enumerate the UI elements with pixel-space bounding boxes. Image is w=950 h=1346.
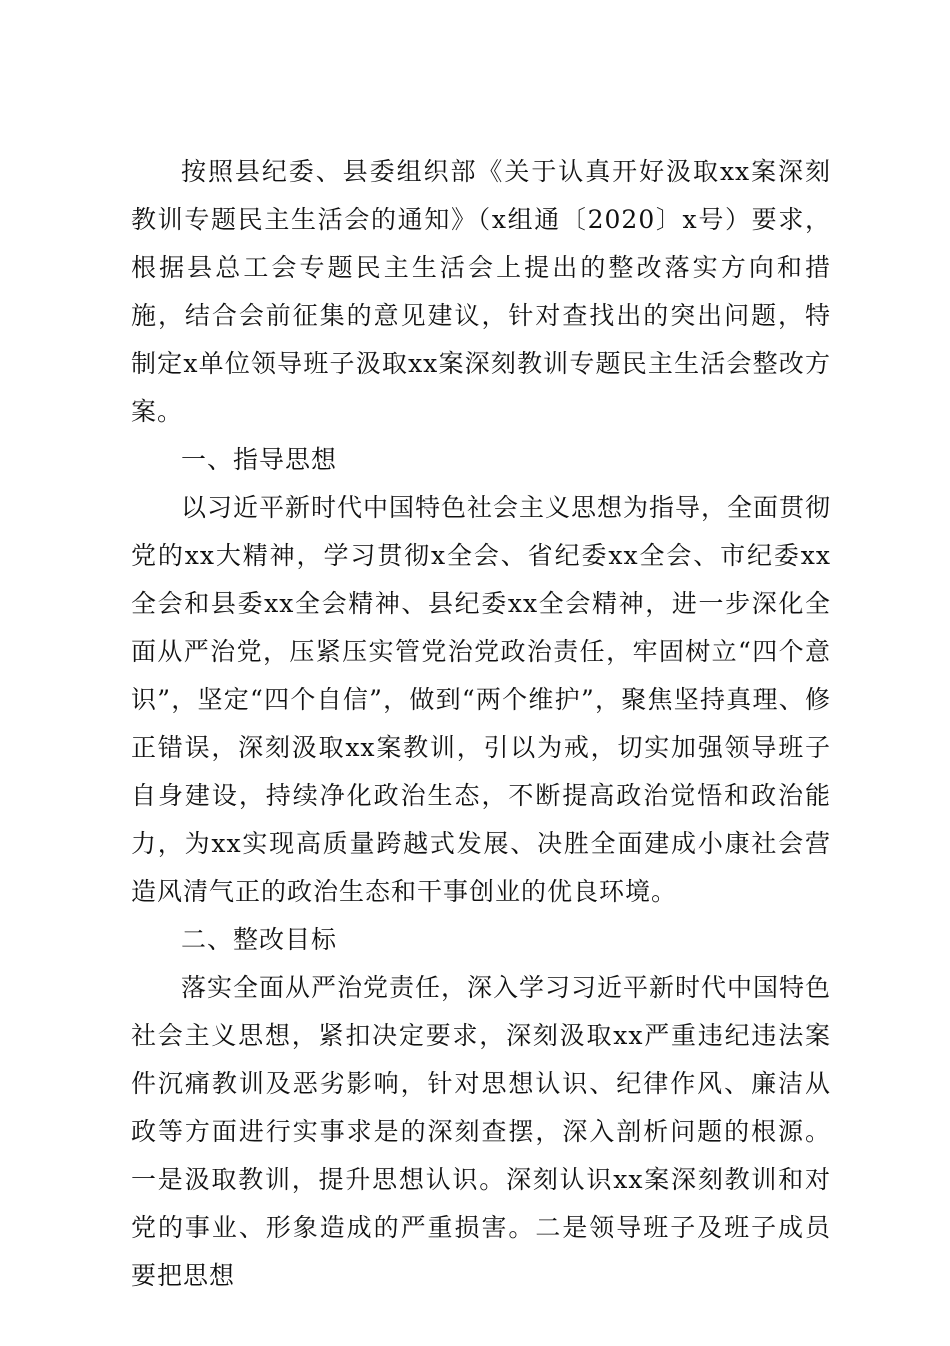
document-body (131, 148, 831, 1300)
intro-paragraph: 按照县纪委、县委组织部《关于认真开好汲取xx案深刻教训专题民主生活会的通知》（x组通〔2020〕x号）要求，根据县总工会专题民主生活会上提出的整改落实方向和措施，结合会前征集的意见建议，针对查找出的突出问题，特制定x单位领导班子汲取xx案深刻教训专题民主生活会整改方案。 (131, 157, 831, 426)
rectification-goals-paragraph: 落实全面从严治党责任，深入学习习近平新时代中国特色社会主义思想，紧扣决定要求，深刻汲取xx严重违纪违法案件沉痛教训及恶劣影响，针对思想认识、纪律作风、廉洁从政等方面进行实事求是的深刻查摆，深入剖析问题的根源。一是汲取教训，提升思想认识。深刻认识xx案深刻教训和对党的事业、形象造成的严重损害。二是领导班子及班子成员要把思想 (131, 973, 832, 1290)
section-heading-rectification-goals: 二、整改目标 (181, 925, 338, 954)
section-heading-guiding-thought: 一、指导思想 (181, 445, 338, 474)
guiding-thought-paragraph: 以习近平新时代中国特色社会主义思想为指导，全面贯彻党的xx大精神，学习贯彻x全会、省纪委xx全会、市纪委xx全会和县委xx全会精神、县纪委xx全会精神，进一步深化全面从严治党，压紧压实管党治党政治责任，牢固树立“四个意识”，坚定“四个自信”，做到“两个维护”，聚焦坚持真理、修正错误，深刻汲取xx案教训，引以为戒，切实加强领导班子自身建设，持续净化政治生态，不断提高政治觉悟和政治能力，为xx实现高质量跨越式发展、决胜全面建成小康社会营造风清气正的政治生态和干事创业的优良环境。 (131, 493, 832, 906)
